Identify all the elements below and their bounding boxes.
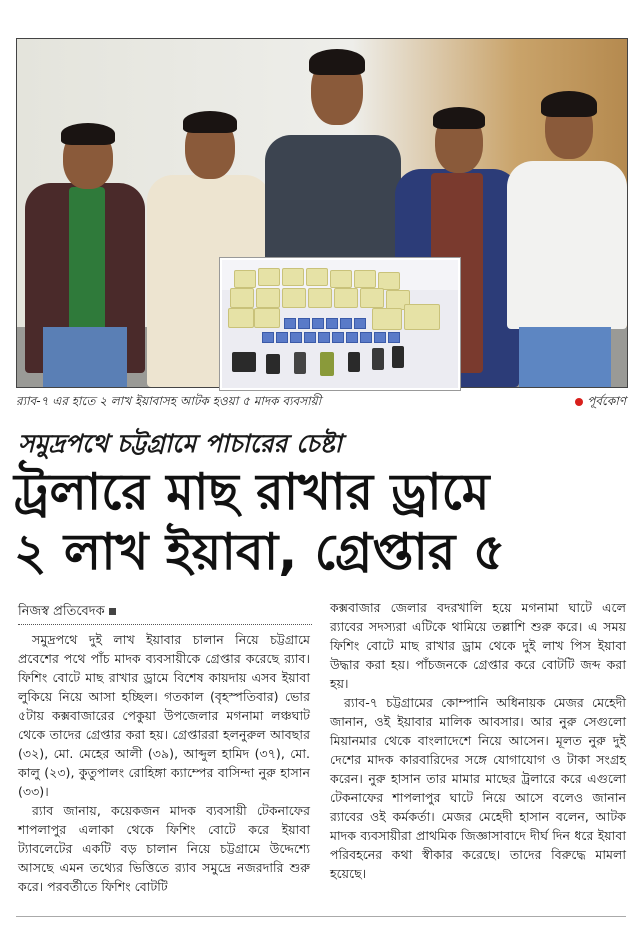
- article-column-right: [330, 598, 626, 883]
- article-paragraph: সমুদ্রপথে দুই লাখ ইয়াবার চালান নিয়ে চট্টগ্রামে প্রবেশের পথে পাঁচ মাদক ব্যবসায়ীকে গ্রেপ্তার করেছে র‍্যাব। ফিশিং বোটে মাছ রাখার ড্রামে বিশেষ কায়দায় এসব ইয়াবা লুকিয়ে নিয়ে আসা হচ্ছিল। গতকাল (বৃহস্পতিবার) ভোর ৫টায় কক্সবাজারের পেকুয়া উপজেলার মগনামা লঞ্চঘাট থেকে তাদের গ্রেপ্তার করা হয়। গ্রেপ্তাররা হলনুরুল আবছার (৩২), মো. মেহের আলী (৩৯), আব্দুল হামিদ (৩৭), মো. কালু (২৩), কুতুপালং রোহিঙ্গা ক্যাম্পের বাসিন্দা নুরু হাসান (৩৩)।: [18, 632, 310, 799]
- arrestee-1: [21, 87, 149, 387]
- headline-line-2: ২ লাখ ইয়াবা, গ্রেপ্তার ৫: [14, 523, 506, 581]
- photo-caption-row: [16, 393, 626, 413]
- byline-square-icon: [109, 608, 116, 615]
- arrestee-5: [507, 69, 627, 387]
- photo-caption: র‍্যাব-৭ এর হাতে ২ লাখ ইয়াবাসহ আটক হওয়া ৫ মাদক ব্যবসায়ী: [16, 394, 322, 408]
- headline-line-1: ট্রলারে মাছ রাখার ড্রামে: [14, 463, 490, 521]
- byline-text: নিজস্ব প্রতিবেদক: [18, 604, 105, 619]
- seized-items-inset: [220, 258, 460, 390]
- article-column-left: [18, 630, 310, 896]
- article-paragraph: কক্সবাজার জেলার বদরখালি হয়ে মগনামা ঘাটে এলে র‍্যাবের সদস্যরা এটিকে থামিয়ে তল্লাশি শুরু করে। এ সময় ফিশিং বোটে মাছ রাখার ড্রাম থেকে দুই লাখ পিস ইয়াবা উদ্ধার করা হয়। পাঁচজনকে গ্রেপ্তার করে বোটটি জব্দ করা হয়।: [330, 600, 626, 691]
- byline-divider: [18, 624, 312, 625]
- photo-credit-text: পূর্বকোণ: [587, 394, 626, 408]
- bottom-rule: [16, 916, 626, 917]
- byline: [18, 602, 116, 623]
- kicker-headline: সমুদ্রপথে চট্টগ্রামে পাচারের চেষ্টা: [18, 429, 342, 458]
- main-headline: [14, 462, 634, 582]
- photo-credit: [575, 393, 626, 413]
- article-paragraph: র‍্যাব জানায়, কয়েকজন মাদক ব্যবসায়ী টেকনাফের শাপলাপুর এলাকা থেকে ফিশিং বোটে করে ইয়াবা ট্যাবলেটের একটি বড় চালান নিয়ে চট্টগ্রামে উদ্দেশ্যে আসছে এমন তথ্যের ভিত্তিতে র‍্যাব সমুদ্রে নজরদারি শুরু করে। পরবর্তীতে ফিশিং বোটটি: [18, 803, 310, 894]
- article-paragraph: র‍্যাব-৭ চট্টগ্রামের কোম্পানি অধিনায়ক মেজর মেহেদী জানান, ওই ইয়াবার মালিক আবসার। আর নুরু সেগুলো মিয়ানমার থেকে বাংলাদেশে নিয়ে আসেন। মূলত নুরু দুই দেশের মাদক কারবারিদের সঙ্গে যোগাযোগ ও টাকা সংগ্রহ করেন। নুরু হাসান তার মামার মাছের ট্রলারে করে এগুলো টেকনাফের শাপলাপুর ঘাটে নিয়ে আসে বলেও জানান র‍্যাবের ওই কর্মকর্তা। মেজর মেহেদী হাসান বলেন, আটক মাদক ব্যবসায়ীরা প্রাথমিক জিজ্ঞাসাবাদে দীর্ঘ দিন ধরে ইয়াবা পরিবহনের কথা স্বীকার করেছে। তাদের বিরুদ্ধে মামলা হয়েছে।: [330, 695, 626, 881]
- credit-bullet-icon: [575, 398, 583, 406]
